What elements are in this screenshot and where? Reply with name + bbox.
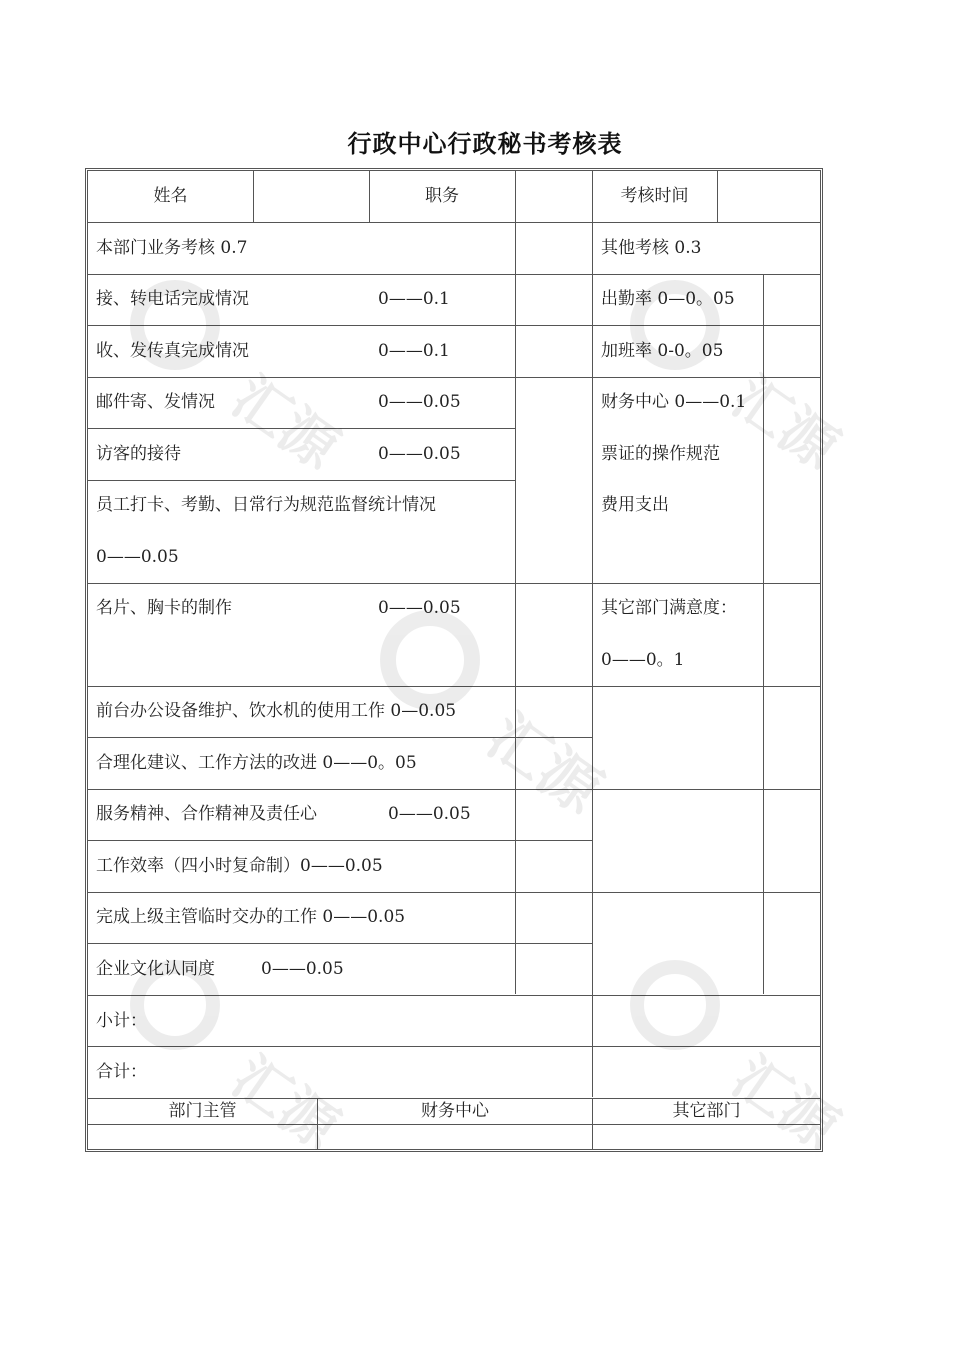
grid-line <box>88 686 820 687</box>
item-label: 服务精神、合作精神及责任心 <box>96 804 317 824</box>
grid-line <box>253 171 254 222</box>
grid-line <box>88 222 820 223</box>
grid-line <box>763 274 764 994</box>
item-label: 访客的接待 <box>96 444 181 464</box>
grid-line <box>592 222 593 1097</box>
section-main-header: 本部门业务考核 0.7 <box>96 238 248 258</box>
grid-line <box>88 737 592 738</box>
signature-finance: 财务中心 <box>421 1101 489 1121</box>
total-label: 合计： <box>96 1062 147 1082</box>
grid-line <box>88 789 820 790</box>
item-score: 0——0.05 <box>261 959 344 979</box>
grid-line <box>88 480 515 481</box>
other-item-label: 出勤率 0—0。05 <box>601 289 735 309</box>
other-item-line: 费用支出 <box>601 495 669 515</box>
grid-line <box>88 840 592 841</box>
name-label: 姓名 <box>153 186 188 206</box>
item-label: 企业文化认同度 <box>96 959 215 979</box>
grid-line <box>88 428 515 429</box>
item-label: 完成上级主管临时交办的工作 0——0.05 <box>96 907 406 927</box>
grid-line <box>515 171 516 222</box>
item-score: 0——0.05 <box>388 804 471 824</box>
grid-line <box>717 171 718 222</box>
item-label: 前台办公设备维护、饮水机的使用工作 0—0.05 <box>96 701 457 721</box>
item-score: 0——0.05 <box>378 444 461 464</box>
grid-line <box>88 377 820 378</box>
grid-line <box>88 325 820 326</box>
item-score: 0——0.1 <box>378 341 450 361</box>
grid-line <box>88 995 820 996</box>
grid-line <box>88 1046 820 1047</box>
page-title: 行政中心行政秘书考核表 <box>347 130 623 158</box>
other-item-line: 0——0。1 <box>601 650 685 670</box>
signature-other-dept: 其它部门 <box>672 1101 741 1121</box>
grid-line <box>88 274 820 275</box>
other-item-label: 其它部门满意度： <box>601 598 737 618</box>
grid-line <box>88 583 820 584</box>
item-label: 合理化建议、工作方法的改进 0——0。05 <box>96 753 417 773</box>
grid-line <box>88 892 820 893</box>
subtotal-label: 小计： <box>96 1011 147 1031</box>
item-score: 0——0.05 <box>96 547 179 567</box>
watermark-text: 汇源 <box>720 364 850 483</box>
watermark-text: 汇源 <box>220 1044 350 1163</box>
assessment-table <box>85 168 823 1152</box>
item-label: 员工打卡、考勤、日常行为规范监督统计情况 <box>96 495 436 515</box>
item-label: 名片、胸卡的制作 <box>96 598 232 618</box>
item-label: 工作效率（四小时复命制）0——0.05 <box>96 856 383 876</box>
other-item-line: 票证的操作规范 <box>601 444 720 464</box>
signature-dept-head: 部门主管 <box>168 1101 237 1121</box>
watermark-text: 汇源 <box>474 701 614 828</box>
grid-line <box>88 1098 820 1099</box>
time-label: 考核时间 <box>620 186 689 206</box>
item-label: 接、转电话完成情况 <box>96 289 249 309</box>
watermark-text: 汇源 <box>220 364 350 483</box>
item-score: 0——0.05 <box>378 598 461 618</box>
grid-line <box>88 1124 820 1125</box>
item-label: 邮件寄、发情况 <box>96 392 215 412</box>
other-item-label: 财务中心 0——0.1 <box>601 392 747 412</box>
grid-line <box>88 943 592 944</box>
section-other-header: 其他考核 0.3 <box>601 238 702 258</box>
item-label: 收、发传真完成情况 <box>96 341 249 361</box>
other-item-label: 加班率 0-0。05 <box>601 341 724 361</box>
item-score: 0——0.05 <box>378 392 461 412</box>
item-score: 0——0.1 <box>378 289 450 309</box>
position-label: 职务 <box>425 186 459 206</box>
watermark-text: 汇源 <box>720 1044 850 1163</box>
grid-line <box>515 222 516 994</box>
